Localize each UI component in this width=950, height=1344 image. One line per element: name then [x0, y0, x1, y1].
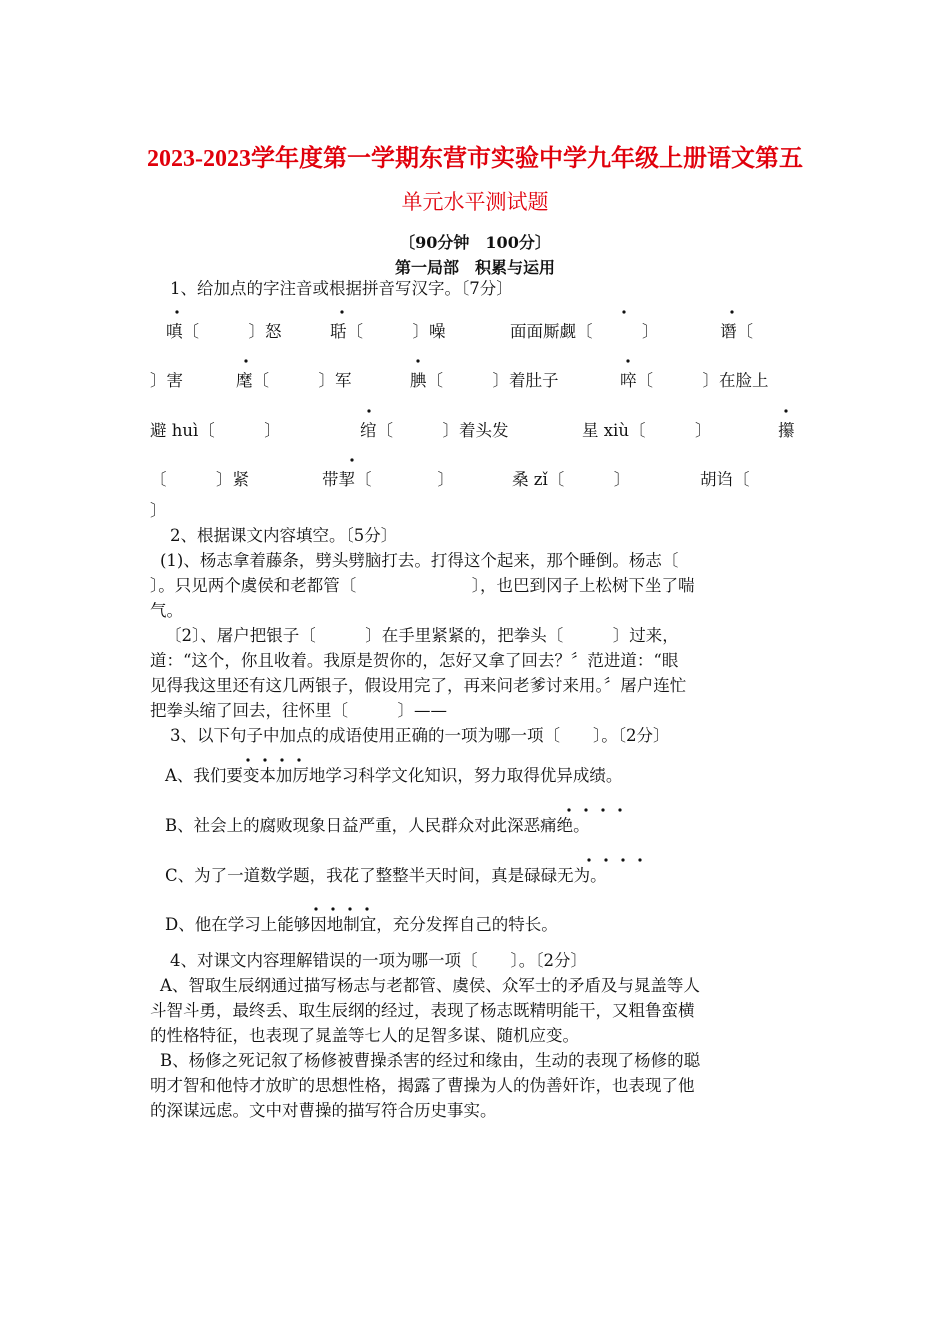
emphasis-dot: [280, 758, 283, 761]
q3-option-c: C、为了一道数学题，我花了整整半天时间，真是碌碌无为。: [165, 866, 607, 885]
emphasis-dot: [604, 858, 607, 861]
q1-item: 麾〔 〕军: [236, 371, 352, 390]
emphasis-dot: [175, 310, 178, 313]
emphasis-dot: [626, 359, 629, 362]
emphasis-dot: [365, 907, 368, 910]
time-score: 〔90分钟 100分〕: [399, 233, 551, 252]
emphasis-dot: [331, 907, 334, 910]
q2-p2-line1: 〔2〕、屠户把银子〔 〕在手里紧紧的，把拳头〔 〕过来，: [165, 626, 679, 645]
emphasis-dot: [340, 310, 343, 313]
q2-p2-line2: 道：“这个，你且收着。我原是贺你的，怎好又拿了回去？〞范进道：“眼: [150, 651, 679, 670]
q2-stem: 2、根据课文内容填空。〔5分〕: [170, 526, 398, 545]
q1-item: 胡诌〔: [700, 470, 750, 489]
emphasis-dot: [246, 758, 249, 761]
emphasis-dot: [601, 808, 604, 811]
emphasis-dot: [350, 458, 353, 461]
q1-item: 啐〔 〕在脸上: [620, 371, 769, 390]
q2-p1-line3: 气。: [150, 601, 183, 620]
q1-item: 避 huì〔 〕: [150, 421, 281, 440]
q3-option-a: A、我们要变本加厉地学习科学文化知识，努力取得优异成绩。: [165, 766, 623, 785]
q3-option-d: D、他在学习上能够因地制宜，充分发挥自己的特长。: [165, 915, 558, 934]
emphasis-dot: [416, 359, 419, 362]
q1-item: 谮〔: [720, 322, 753, 341]
q4-a-line2: 斗智斗勇，最终丢、取生辰纲的经过，表现了杨志既精明能干，又粗鲁蛮横: [150, 1001, 695, 1020]
q1-stem: 1、给加点的字注音或根据拼音写汉字。〔7分〕: [170, 279, 513, 298]
q1-item: 腆〔 〕着肚子: [410, 371, 559, 390]
q4-b-line2: 明才智和他恃才放旷的思想性格，揭露了曹操为人的伪善奸诈，也表现了他: [150, 1076, 695, 1095]
q1-row5: 〕: [150, 501, 167, 520]
q2-p1-line1: (1)、杨志拿着藤条，劈头劈脑打去。打得这个起来，那个睡倒。杨志〔: [160, 551, 679, 570]
emphasis-dot: [567, 808, 570, 811]
emphasis-dot: [263, 758, 266, 761]
q1-item: 桑 zǐ〔 〕: [512, 470, 631, 489]
q4-stem: 4、对课文内容理解错误的一项为哪一项〔 〕。〔2分〕: [170, 951, 587, 970]
emphasis-dot: [638, 858, 641, 861]
exam-title-line1: 2023-2023学年度第一学期东营市实验中学九年级上册语文第五: [147, 146, 803, 172]
emphasis-dot: [367, 409, 370, 412]
emphasis-dot: [297, 758, 300, 761]
exam-title-line2: 单元水平测试题: [401, 190, 549, 214]
emphasis-dot: [314, 907, 317, 910]
q1-item: 嗔〔 〕怒: [166, 322, 282, 341]
q1-item: 〕害: [150, 371, 183, 390]
q2-p2-line4: 把拳头缩了回去，往怀里〔 〕——: [150, 701, 447, 720]
emphasis-dot: [348, 907, 351, 910]
emphasis-dot: [622, 310, 625, 313]
q2-p1-line2: 〕。只见两个虞侯和老都管〔 〕，也巴到冈子上松树下坐了喘: [150, 576, 695, 595]
emphasis-dot: [244, 359, 247, 362]
q4-b-line1: B、杨修之死记叙了杨修被曹操杀害的经过和缘由，生动的表现了杨修的聪: [160, 1051, 701, 1070]
q1-item: 〔 〕紧: [150, 470, 249, 489]
part-heading: 第一局部 积累与运用: [394, 258, 555, 277]
q4-b-line3: 的深谋远虑。文中对曹操的描写符合历史事实。: [150, 1101, 497, 1120]
q1-item: 绾〔 〕着头发: [360, 421, 509, 440]
q3-stem: 3、以下句子中加点的成语使用正确的一项为哪一项〔 〕。〔2分〕: [170, 726, 670, 745]
emphasis-dot: [730, 310, 733, 313]
q3-option-b: B、社会上的腐败现象日益严重，人民群众对此深恶痛绝。: [165, 816, 590, 835]
q1-item: 带挈〔 〕: [322, 470, 454, 489]
q1-item: 聒〔 〕噪: [330, 322, 446, 341]
emphasis-dot: [621, 858, 624, 861]
q1-item: 星 xiù〔 〕: [582, 421, 712, 440]
q1-item: 攥: [778, 421, 795, 440]
emphasis-dot: [587, 858, 590, 861]
emphasis-dot: [584, 808, 587, 811]
emphasis-dot: [618, 808, 621, 811]
q2-p2-line3: 见得我这里还有这几两银子，假设用完了，再来问老爹讨来用。〞屠户连忙: [150, 676, 687, 695]
emphasis-dot: [784, 409, 787, 412]
q4-a-line3: 的性格特征，也表现了晁盖等七人的足智多谋、随机应变。: [150, 1026, 579, 1045]
q4-a-line1: A、智取生辰纲通过描写杨志与老都管、虞侯、众军士的矛盾及与晁盖等人: [160, 976, 700, 995]
q1-item: 面面厮觑〔 〕: [510, 322, 659, 341]
